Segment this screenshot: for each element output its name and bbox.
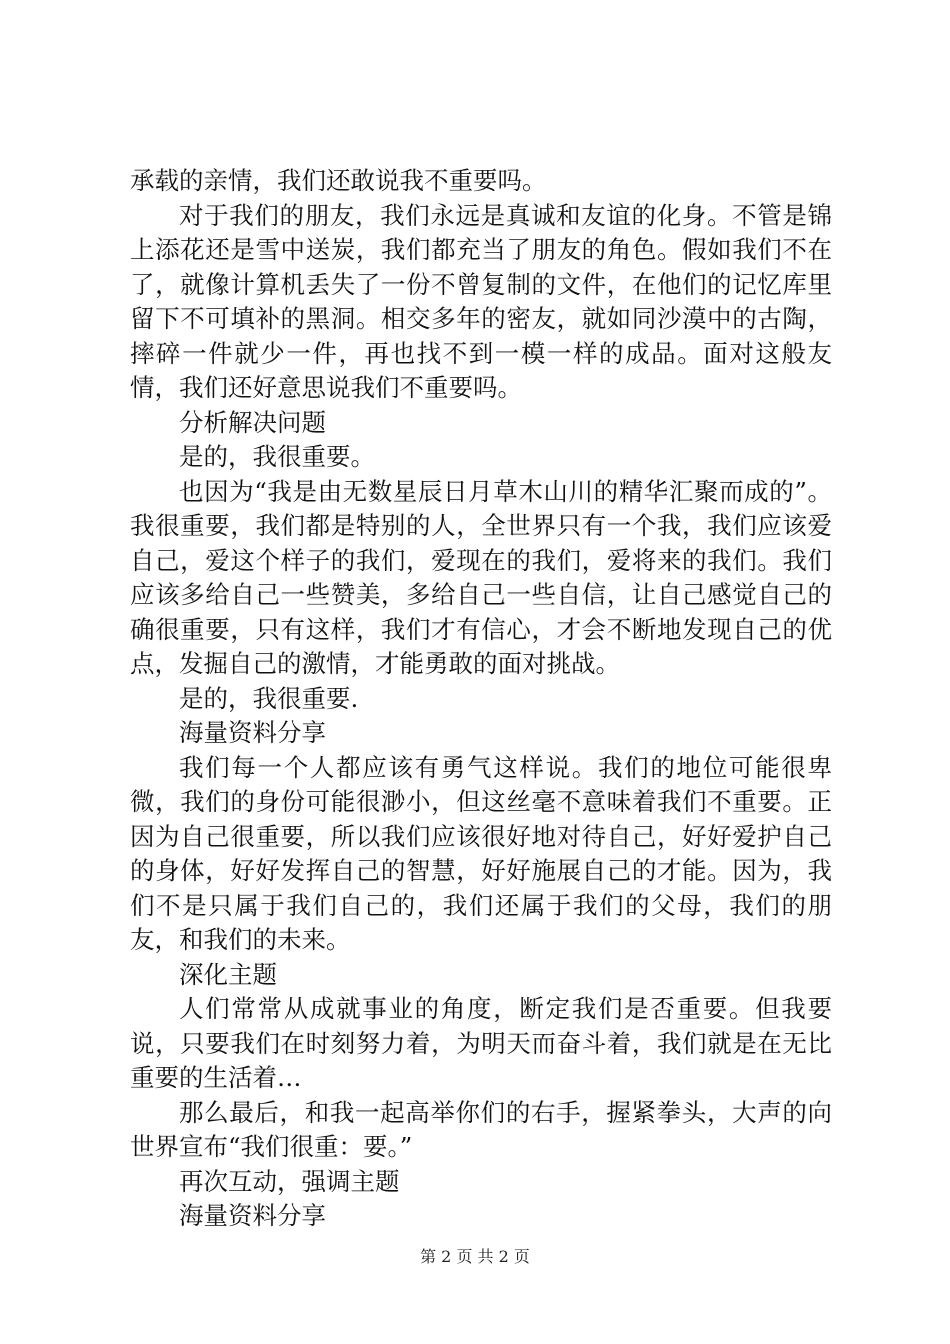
section-heading: 海量资料分享 xyxy=(179,718,326,747)
section-heading: 是的，我很重要. xyxy=(179,683,359,713)
section-heading: 再次互动，强调主题 xyxy=(179,1166,400,1196)
paragraph: 对于我们的朋友，我们永远是真诚和友谊的化身。不管是锦上添花还是雪中送炭，我们都充当了朋友的角色。假如我们不在了，就像计算机丢失了一份不曾复制的文件，在他们的记忆库里留下不可填补的黑洞。相交多年的密友，就如同沙漠中的古陶，摔碎一件就少一件，再也找不到一模一样的成品。面对这般友情，我们还好意思说我们不重要吗。 xyxy=(130,200,832,402)
section-heading: 海量资料分享 xyxy=(179,1201,326,1230)
paragraph: 也因为“我是由无数星辰日月草木山川的精华汇聚而成的”。我很重要，我们都是特别的人，全世界只有一个我，我们应该爱自己，爱这个样子的我们，爱现在的我们，爱将来的我们。我们应该多给自己一些赞美，多给自己一些自信，让自己感觉自己的确很重要，只有这样，我们才有信心，才会不断地发现自己的优点，发掘自己的激情，才能勇敢的面对挑战。 xyxy=(130,476,832,678)
section-heading: 是的，我很重要。 xyxy=(179,442,375,471)
document-body xyxy=(130,164,832,1234)
section-heading: 深化主题 xyxy=(179,959,277,989)
paragraph: 人们常常从成就事业的角度，断定我们是否重要。但我要说，只要我们在时刻努力着，为明天而奋斗着，我们就是在无比重要的生活着… xyxy=(130,994,832,1092)
paragraph: 那么最后，和我一起高举你们的右手，握紧拳头，大声的向世界宣布“我们很重：要。” xyxy=(130,1097,832,1161)
paragraph: 我们每一个人都应该有勇气这样说。我们的地位可能很卑微，我们的身份可能很渺小，但这丝毫不意味着我们不重要。正因为自己很重要，所以我们应该很好地对待自己，好好爱护自己的身体，好好发挥自己的智慧，好好施展自己的才能。因为，我们不是只属于我们自己的，我们还属于我们的父母，我们的朋友，和我们的未来。 xyxy=(130,752,832,954)
section-heading: 分析解决问题 xyxy=(179,407,326,437)
page-footer: 第 2 页 共 2 页 xyxy=(420,1247,530,1266)
paragraph: 承载的亲情，我们还敢说我不重要吗。 xyxy=(130,166,547,195)
